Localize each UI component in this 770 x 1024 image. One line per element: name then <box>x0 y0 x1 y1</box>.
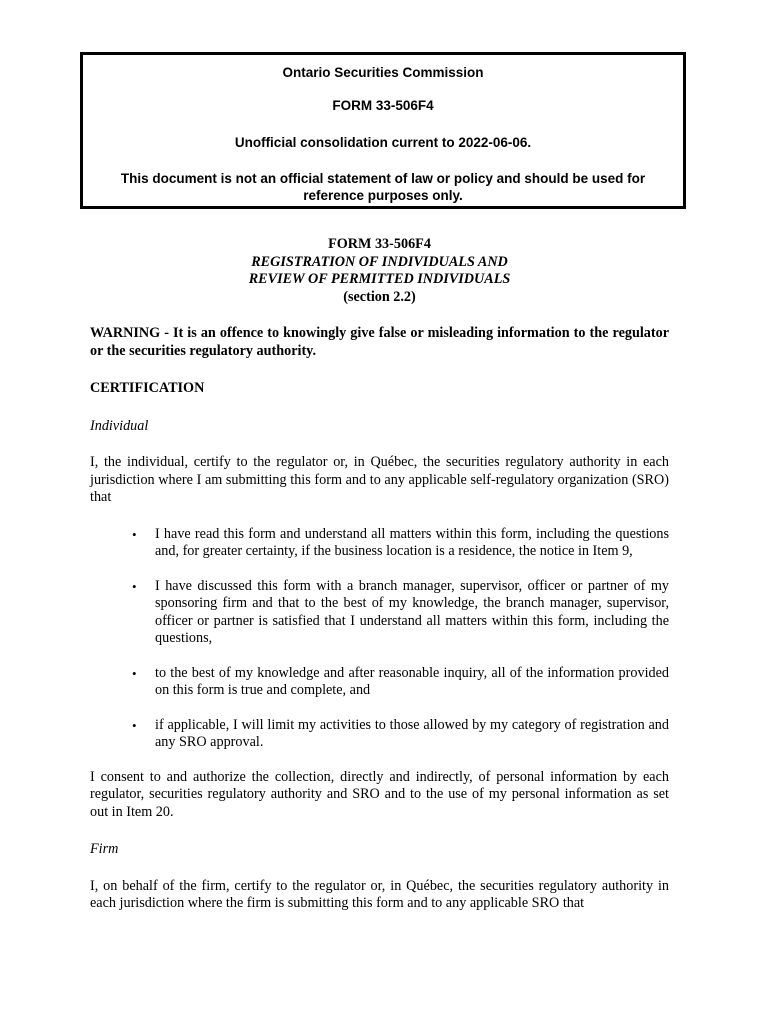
firm-subheading: Firm <box>90 841 119 857</box>
bullet-icon: • <box>132 526 137 542</box>
bullet-icon: • <box>132 717 137 733</box>
form-title-line-1: REGISTRATION OF INDIVIDUALS AND <box>251 253 508 270</box>
form-section-reference: (section 2.2) <box>343 288 416 305</box>
list-item-text: to the best of my knowledge and after reasonable inquiry, all of the information provided on this form is true and complete, and <box>155 664 669 698</box>
disclaimer-box <box>80 52 686 209</box>
individual-intro: I, the individual, certify to the regulator or, in Québec, the securities regulatory authority in each jurisdiction where I am submitting this form and to any applicable self-regulatory organization (SRO) that <box>90 454 669 505</box>
commission-name: Ontario Securities Commission <box>282 65 484 80</box>
individual-certification-list <box>90 526 669 752</box>
bullet-icon: • <box>132 578 137 594</box>
warning-statement: WARNING - It is an offence to knowingly give false or misleading information to the regulator or the securities regulatory authority. <box>90 325 669 359</box>
list-item-text: I have discussed this form with a branch manager, supervisor, officer or partner of my sponsoring firm and that to the best of my knowledge, the branch manager, supervisor, officer or partner is satisfied that I understand all matters within this form, including the questions, <box>155 577 669 646</box>
firm-intro: I, on behalf of the firm, certify to the regulator or, in Québec, the securities regulatory authority in each jurisdiction where the firm is submitting this form and to any applicable SRO that <box>90 877 669 911</box>
certification-heading: CERTIFICATION <box>90 380 205 396</box>
list-item-text: if applicable, I will limit my activities to those allowed by my category of registration and any SRO approval. <box>155 716 669 750</box>
list-item-text: I have read this form and understand all matters within this form, including the questions and, for greater certainty, if the business location is a residence, the notice in Item 9, <box>155 525 669 559</box>
disclaimer-text: This document is not an official statement of law or policy and should be used for reference purposes only. <box>120 171 646 203</box>
form-number-header: FORM 33-506F4 <box>332 98 434 113</box>
form-title-line-2: REVIEW OF PERMITTED INDIVIDUALS <box>248 271 511 287</box>
form-title-block <box>90 236 669 306</box>
consolidation-date: Unofficial consolidation current to 2022-06-06. <box>234 135 532 150</box>
individual-subheading: Individual <box>90 417 149 434</box>
list-item <box>90 526 669 561</box>
consent-statement: I consent to and authorize the collection, directly and indirectly, of personal information by each regulator, securities regulatory authority and SRO and to the use of my personal information as set out in Item 20. <box>90 768 669 820</box>
bullet-icon: • <box>132 665 137 681</box>
list-item <box>90 578 669 648</box>
document-body <box>90 236 669 913</box>
form-number: FORM 33-506F4 <box>328 236 431 252</box>
list-item <box>90 665 669 700</box>
list-item <box>90 717 669 752</box>
